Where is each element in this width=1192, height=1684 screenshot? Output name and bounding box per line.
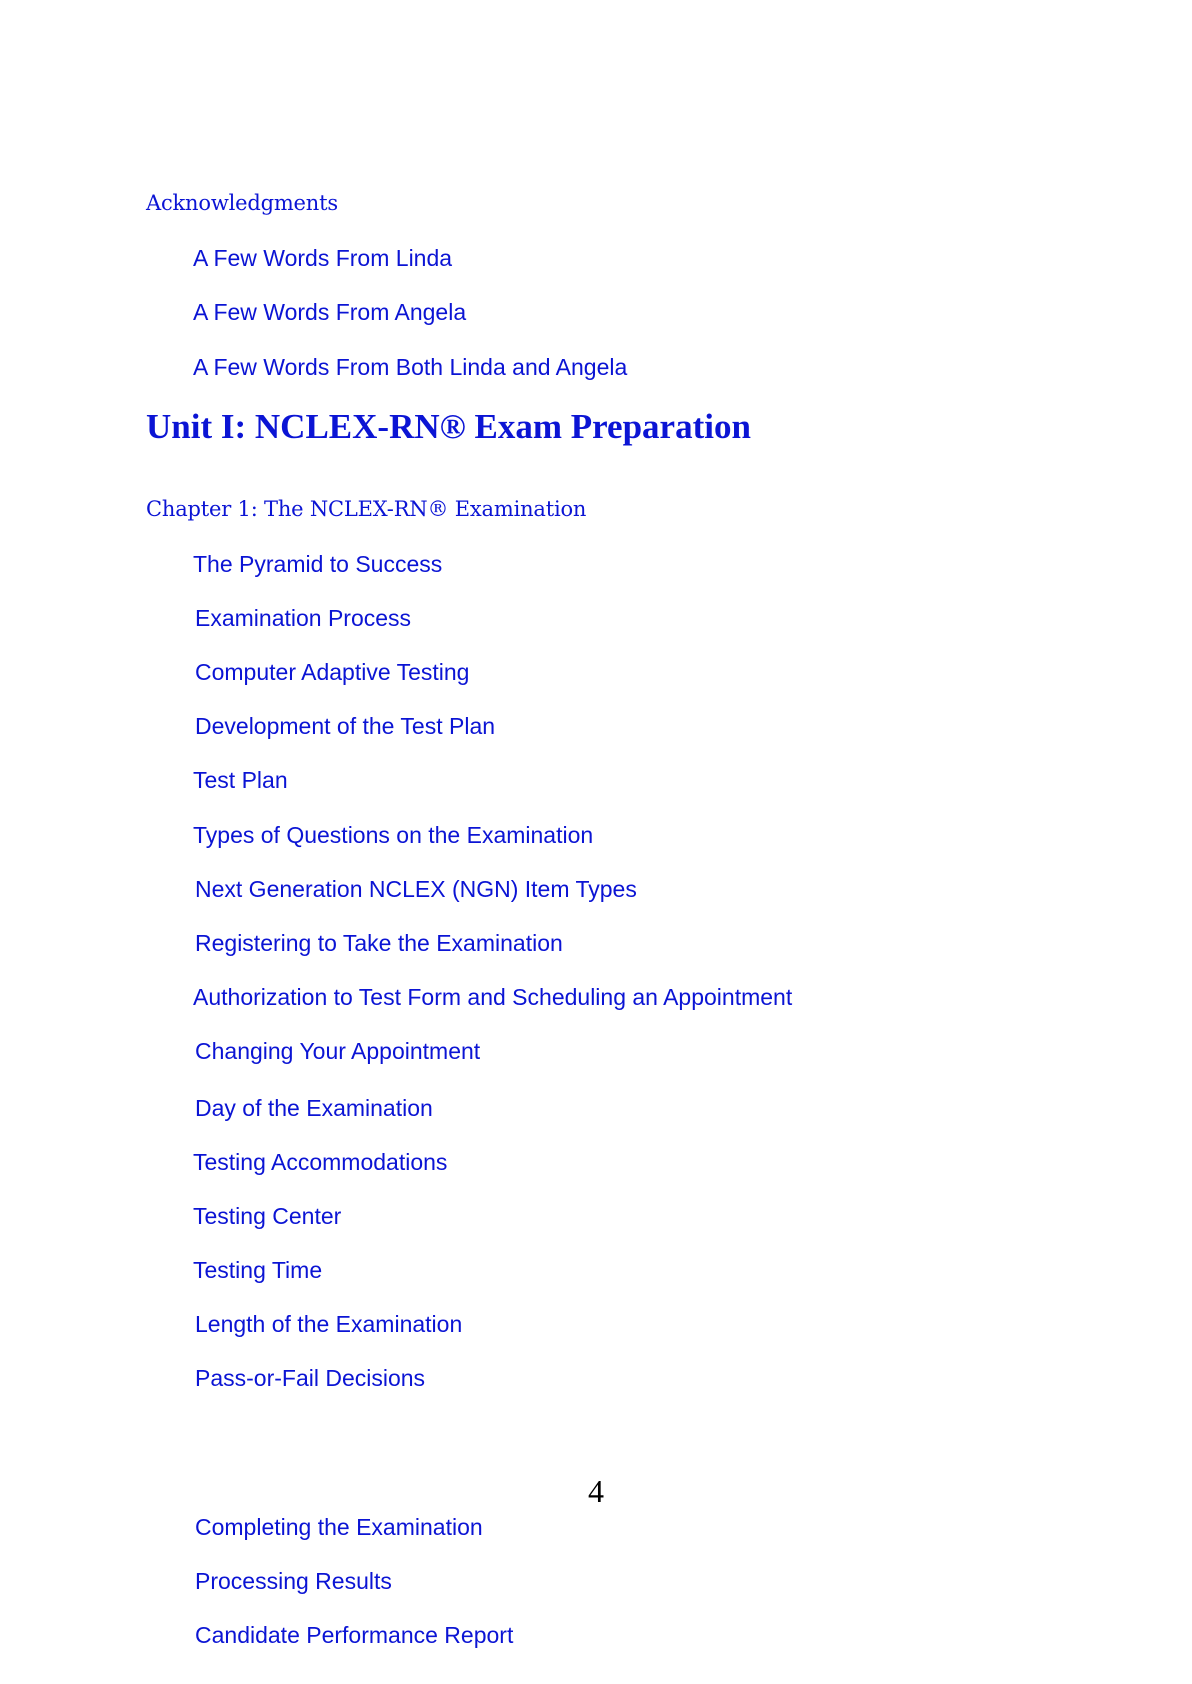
toc-link-section[interactable]: Testing Center [193, 1203, 342, 1229]
toc-link-section[interactable]: Testing Time [193, 1257, 323, 1283]
toc-link-section[interactable]: Test Plan [193, 767, 288, 793]
toc-link-section[interactable]: Changing Your Appointment [195, 1038, 481, 1064]
toc-link-words-from-both[interactable]: A Few Words From Both Linda and Angela [193, 354, 628, 380]
toc-link-words-from-angela[interactable]: A Few Words From Angela [193, 299, 467, 325]
toc-link-words-from-linda[interactable]: A Few Words From Linda [193, 245, 453, 271]
toc-link-section[interactable]: Examination Process [195, 605, 412, 631]
page-number: 4 [588, 1473, 604, 1509]
toc-link-section[interactable]: Authorization to Test Form and Scheduling an Appointment [193, 984, 793, 1010]
toc-link-section[interactable]: Testing Accommodations [193, 1149, 448, 1175]
toc-link-chapter-1[interactable]: Chapter 1: The NCLEX-RN® Examination [146, 497, 587, 521]
toc-link-section[interactable]: Candidate Performance Report [195, 1622, 514, 1648]
toc-link-section[interactable]: Development of the Test Plan [195, 713, 496, 739]
toc-link-section[interactable]: Processing Results [195, 1568, 392, 1594]
toc-link-section[interactable]: Day of the Examination [195, 1095, 433, 1121]
toc-link-section[interactable]: Next Generation NCLEX (NGN) Item Types [195, 876, 637, 902]
unit-heading[interactable]: Unit I: NCLEX-RN® Exam Preparation [146, 407, 751, 446]
toc-link-section[interactable]: Length of the Examination [195, 1311, 463, 1337]
toc-link-section[interactable]: Computer Adaptive Testing [195, 659, 470, 685]
toc-link-section[interactable]: Types of Questions on the Examination [193, 822, 594, 848]
toc-link-section[interactable]: Pass-or-Fail Decisions [195, 1365, 426, 1391]
toc-link-section[interactable]: Registering to Take the Examination [195, 930, 563, 956]
toc-link-section[interactable]: Completing the Examination [195, 1514, 483, 1540]
toc-link-section[interactable]: The Pyramid to Success [193, 551, 443, 577]
toc-link-acknowledgments[interactable]: Acknowledgments [146, 191, 338, 215]
